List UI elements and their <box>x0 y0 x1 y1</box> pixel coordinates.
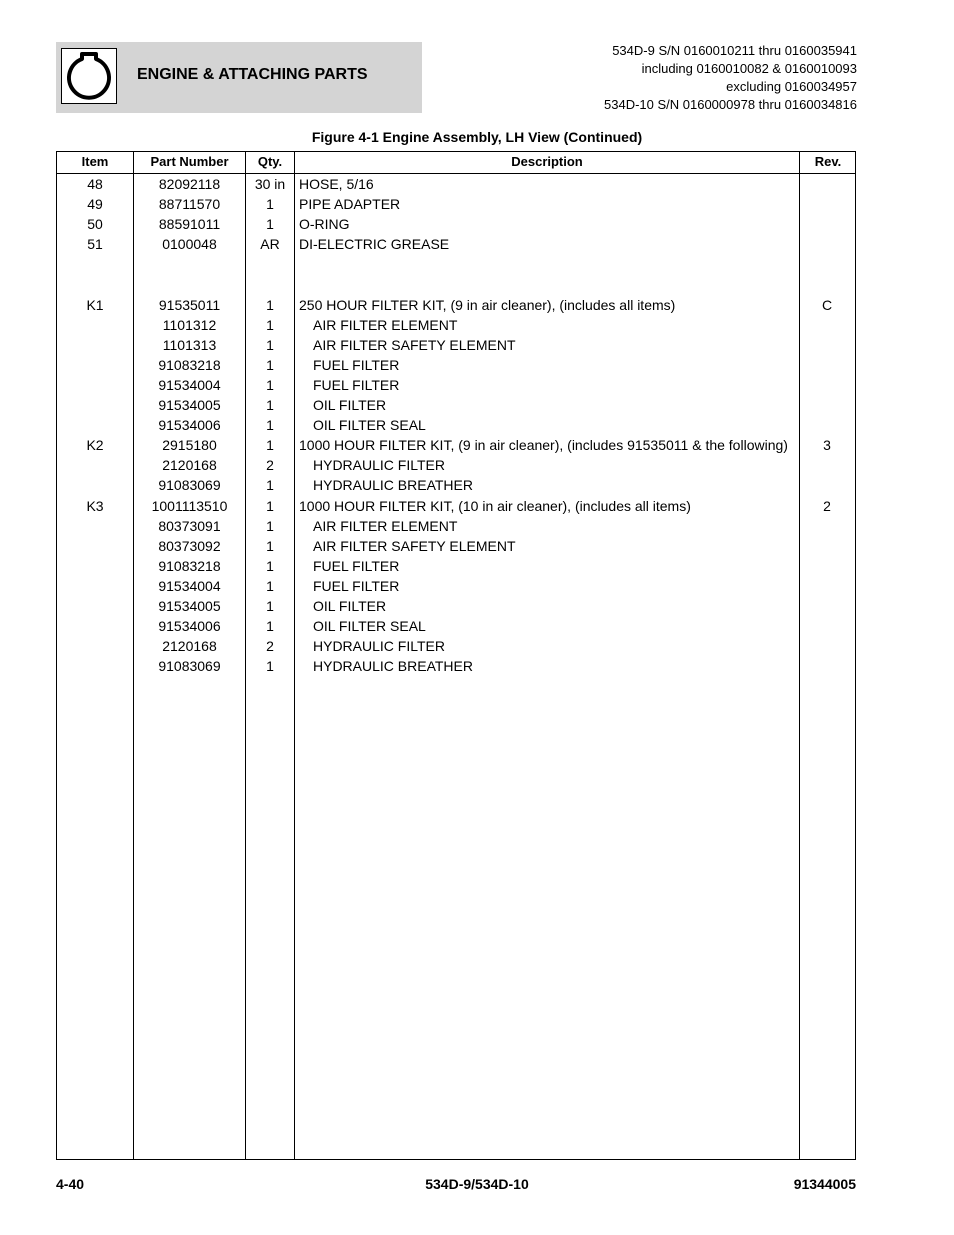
table-row <box>57 455 855 475</box>
qty-cell: 30 in <box>254 176 286 192</box>
part-number-cell: 91083218 <box>158 557 221 574</box>
description-cell: OIL FILTER SEAL <box>313 417 426 434</box>
qty-cell: 1 <box>266 336 274 353</box>
qty-cell: 1 <box>266 577 274 594</box>
table-row <box>57 295 855 315</box>
table-row <box>57 536 855 556</box>
qty-cell: AR <box>260 236 280 253</box>
table-row <box>57 335 855 355</box>
qty-cell: 1 <box>266 597 274 614</box>
part-number-cell: 91534006 <box>158 618 221 635</box>
part-number-cell: 0100048 <box>162 236 217 253</box>
description-cell: AIR FILTER SAFETY ELEMENT <box>313 336 516 353</box>
table-row <box>57 616 855 636</box>
qty-cell: 1 <box>266 196 274 213</box>
qty-cell: 1 <box>266 356 274 373</box>
part-number-cell: 91534005 <box>158 397 221 414</box>
description-cell: HYDRAULIC BREATHER <box>313 477 473 494</box>
qty-cell: 1 <box>266 658 274 675</box>
column-header-item: Item <box>81 154 109 169</box>
table-row <box>57 355 855 375</box>
qty-cell: 1 <box>266 537 274 554</box>
item-cell: K1 <box>86 296 104 313</box>
table-row <box>57 174 855 194</box>
table-row <box>57 395 855 415</box>
serial-line: including 0160010082 & 0160010093 <box>641 61 857 76</box>
page-number: 4-40 <box>56 1176 85 1192</box>
rev-cell: 2 <box>823 497 831 514</box>
table-row <box>57 234 855 254</box>
part-number-cell: 2120168 <box>162 457 217 474</box>
qty-cell: 1 <box>266 316 274 333</box>
table-row <box>57 435 855 455</box>
description-cell: OIL FILTER <box>313 397 387 414</box>
description-cell: OIL FILTER SEAL <box>313 618 426 635</box>
row-spacer <box>57 254 855 294</box>
document-number: 91344005 <box>793 1176 856 1192</box>
rev-cell: 3 <box>823 437 831 454</box>
description-cell: 250 HOUR FILTER KIT, (9 in air cleaner), (includes all items) <box>299 296 676 313</box>
part-number-cell: 1101312 <box>162 316 217 333</box>
part-number-cell: 80373091 <box>158 517 221 534</box>
description-cell: 1000 HOUR FILTER KIT, (9 in air cleaner), (includes 91535011 & the following) <box>299 437 788 454</box>
engine-icon <box>61 48 117 104</box>
serial-line: excluding 0160034957 <box>726 79 857 94</box>
part-number-cell: 91535011 <box>158 296 221 313</box>
description-cell: DI-ELECTRIC GREASE <box>299 236 450 253</box>
part-number-cell: 91534004 <box>158 577 221 594</box>
column-header-part-number: Part Number <box>150 154 229 169</box>
section-header <box>56 42 422 113</box>
description-cell: HYDRAULIC BREATHER <box>313 658 473 675</box>
description-cell: FUEL FILTER <box>313 376 400 393</box>
description-cell: PIPE ADAPTER <box>299 196 401 213</box>
qty-cell: 1 <box>266 497 274 514</box>
item-cell: 49 <box>87 196 103 213</box>
description-cell: AIR FILTER SAFETY ELEMENT <box>313 537 516 554</box>
description-cell: HYDRAULIC FILTER <box>313 457 445 474</box>
table-row <box>57 556 855 576</box>
serial-line: 534D-9 S/N 0160010211 thru 0160035941 <box>612 43 857 58</box>
qty-cell: 1 <box>266 557 274 574</box>
part-number-cell: 82092118 <box>158 176 221 192</box>
figure-title: Figure 4-1 Engine Assembly, LH View (Continued) <box>311 129 643 145</box>
table-row <box>57 315 855 335</box>
table-row <box>57 656 855 676</box>
table-row <box>57 375 855 395</box>
description-cell: FUEL FILTER <box>313 356 400 373</box>
parts-table <box>56 151 856 1160</box>
serial-range <box>604 42 857 114</box>
qty-cell: 1 <box>266 437 274 454</box>
qty-cell: 1 <box>266 216 274 233</box>
item-cell: K2 <box>86 437 104 454</box>
table-row <box>57 475 855 495</box>
qty-cell: 2 <box>266 638 274 655</box>
item-cell: K3 <box>86 497 104 514</box>
item-cell: 50 <box>87 216 103 233</box>
description-cell: HOSE, 5/16 <box>299 176 374 192</box>
table-row <box>57 596 855 616</box>
part-number-cell: 91534004 <box>158 376 221 393</box>
qty-cell: 1 <box>266 477 274 494</box>
qty-cell: 1 <box>266 417 274 434</box>
table-row <box>57 415 855 435</box>
section-title: ENGINE & ATTACHING PARTS <box>137 66 368 83</box>
part-number-cell: 88591011 <box>158 216 221 233</box>
table-row <box>57 214 855 234</box>
qty-cell: 1 <box>266 517 274 534</box>
part-number-cell: 80373092 <box>158 537 221 554</box>
part-number-cell: 1101313 <box>162 336 217 353</box>
qty-cell: 1 <box>266 376 274 393</box>
qty-cell: 1 <box>266 296 274 313</box>
qty-cell: 1 <box>266 397 274 414</box>
model-number: 534D-9/534D-10 <box>425 1176 529 1192</box>
qty-cell: 1 <box>266 618 274 635</box>
part-number-cell: 91083069 <box>158 477 221 494</box>
qty-cell: 2 <box>266 457 274 474</box>
part-number-cell: 91083218 <box>158 356 221 373</box>
description-cell: FUEL FILTER <box>313 577 400 594</box>
table-row <box>57 636 855 656</box>
table-row <box>57 516 855 536</box>
part-number-cell: 91083069 <box>158 658 221 675</box>
item-cell: 48 <box>87 176 103 192</box>
table-row <box>57 496 855 516</box>
part-number-cell: 91534005 <box>158 597 221 614</box>
table-body <box>57 174 855 676</box>
part-number-cell: 2120168 <box>162 638 217 655</box>
table-row <box>57 576 855 596</box>
table-row <box>57 194 855 214</box>
description-cell: FUEL FILTER <box>313 557 400 574</box>
description-cell: AIR FILTER ELEMENT <box>313 316 458 333</box>
rev-cell: C <box>821 296 833 313</box>
description-cell: OIL FILTER <box>313 597 387 614</box>
description-cell: HYDRAULIC FILTER <box>313 638 445 655</box>
item-cell: 51 <box>87 236 103 253</box>
part-number-cell: 91534006 <box>158 417 221 434</box>
description-cell: AIR FILTER ELEMENT <box>313 517 458 534</box>
description-cell: 1000 HOUR FILTER KIT, (10 in air cleaner), (includes all items) <box>299 497 691 514</box>
part-number-cell: 2915180 <box>162 437 217 454</box>
part-number-cell: 1001113510 <box>151 497 228 514</box>
serial-line: 534D-10 S/N 0160000978 thru 0160034816 <box>604 97 857 112</box>
description-cell: O-RING <box>299 216 350 233</box>
column-header-qty: Qty. <box>257 154 283 169</box>
column-header-rev: Rev. <box>814 154 842 169</box>
column-header-description: Description <box>511 154 583 169</box>
part-number-cell: 88711570 <box>158 196 221 213</box>
